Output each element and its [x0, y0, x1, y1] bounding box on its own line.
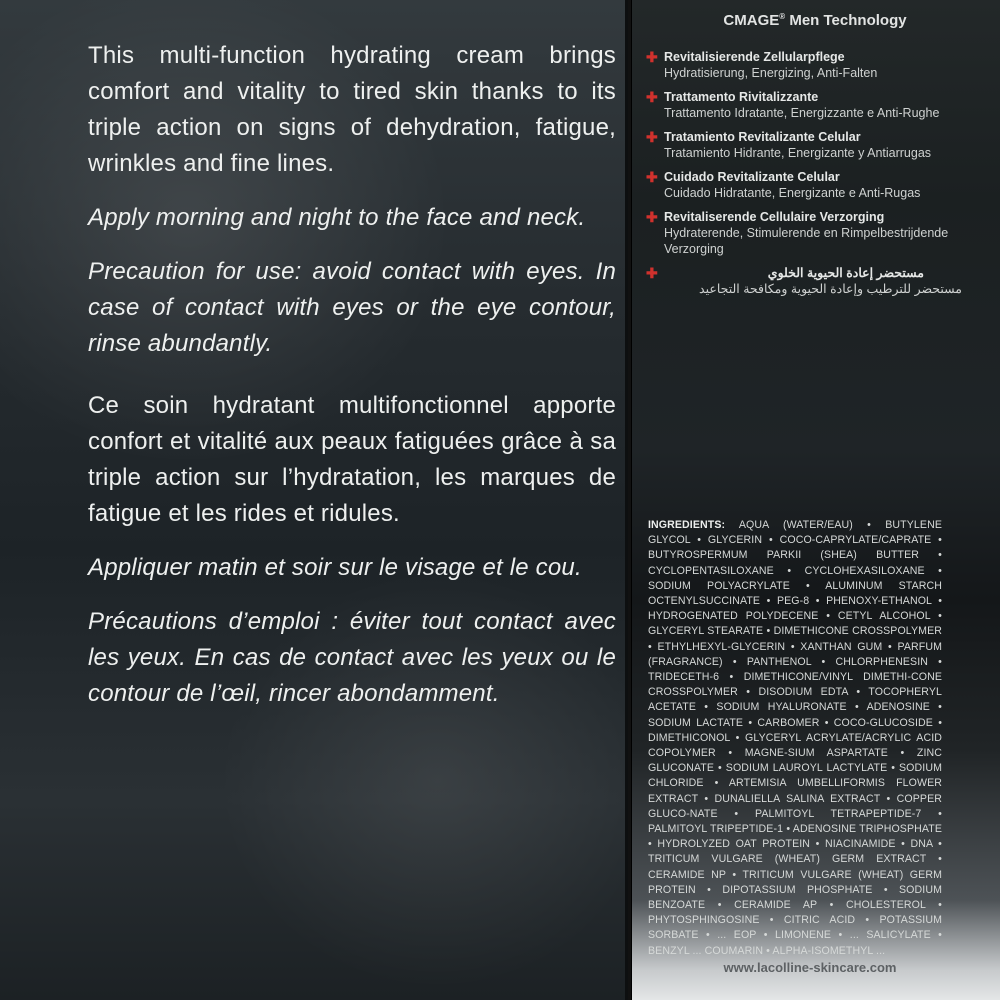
- en-description: This multi-function hydrating cream brings comfort and vitality to tired skin thanks to its triple action on signs of dehydration, fatigue, wrinkles and fine lines.: [88, 42, 616, 177]
- lang-item-sub: Hydraterende, Stimulerende en Rimpelbestrijdende Verzorging: [664, 226, 949, 256]
- ingredients-text: AQUA (WATER/EAU) • BUTYLENE GLYCOL • GLYCERIN • COCO-CAPRYLATE/CAPRATE • BUTYROSPERMUM PARKII (SHEA) BUTTER • CYCLOPENTASILOXANE • CYCLOHEXASILOXANE • SODIUM POLYACRYLATE • ALUMINUM STARCH OCTENYLSUCCINATE • PEG-8 • PHENOXY-ETHANOL • HYDROGENATED POLYDECENE • CETYL ALCOHOL • GLYCERYL STEARATE • DIMETHICONE CROSSPOLYMER • ETHYLHEXYL-GLYCERIN • XANTHAN GUM • PARFUM (FRAGRANCE) • PANTHENOL • CHLORPHENESIN • TRIDECETH-6 • DIMETHICONE/VINYL DIMETHI-CONE CROSSPOLYMER • DISODIUM EDTA • TOCOPHERYL ACETATE • SODIUM HYALURONATE • ADENOSINE • SODIUM LACTATE • CARBOMER • COCO-GLUCOSIDE • DIMETHICONOL • GLYCERYL ACRYLATE/ACRYLIC ACID COPOLYMER • MAGNE-SIUM ASPARTATE • ZINC GLUCONATE • SODIUM LAUROYL LACTYLATE • SODIUM CHLORIDE • ARTEMISIA UMBELLIFORMIS FLOWER EXTRACT • DUNALIELLA SALINA EXTRACT • COPPER GLUCO-NATE • PALMITOYL TETRAPEPTIDE-7 • PALMITOYL TRIPEPTIDE-1 • ADENOSINE TRIPHOSPHATE • HYDROLYZED OAT PROTEIN • NIACINAMIDE • DNA • TRITICUM VULGARE (WHEAT) GERM EXTRACT • CERAMIDE NP • TRITICUM VULGARE (WHEAT) GERM PROTEIN • DIPOTASSIUM PHOSPHATE • SODIUM BENZOATE • CERAMIDE AP • CHOLESTEROL • PHYTOSPHINGOSINE • CITRIC ACID • POTASSIUM SORBATE • ... EOP • LIMONENE • ... SALICYLATE • BENZYL ... COUMARIN • ALPHA-ISOMETHYL ...: [648, 519, 942, 957]
- fr-precaution: Précautions d’emploi : éviter tout contact avec les yeux. En cas de contact avec les yeux ou le contour de l’œil, rincer abondamment.: [88, 608, 616, 707]
- fr-usage: Appliquer matin et soir sur le visage et le cou.: [88, 554, 582, 581]
- lang-item-sub: Trattamento Idratante, Energizzante e Anti-Rughe: [664, 106, 940, 120]
- website-url: www.lacolline-skincare.com: [723, 960, 897, 975]
- lang-item-title: Trattamento Rivitalizzante: [664, 90, 819, 104]
- lang-item-sub: مستحضر للترطيب وإعادة الحيوية ومكافحة التجاعيد: [699, 282, 962, 296]
- lang-item-nl: [646, 209, 984, 257]
- lang-item-title: Revitaliserende Cellulaire Verzorging: [664, 210, 885, 224]
- cross-icon: ✚: [646, 49, 658, 65]
- brand-suffix: Men Technology: [789, 12, 907, 29]
- cross-icon: ✚: [646, 129, 658, 145]
- registered-mark: ®: [779, 12, 786, 21]
- cross-icon: ✚: [646, 209, 658, 225]
- cross-icon: ✚: [646, 89, 658, 105]
- lang-item-es: [646, 129, 984, 161]
- lang-item-sub: Tratamiento Hidrante, Energizante y Antiarrugas: [664, 146, 932, 160]
- lang-item-sub: Hydratisierung, Energizing, Anti-Falten: [664, 66, 878, 80]
- lang-item-title: Revitalisierende Zellularpflege: [664, 50, 845, 64]
- lang-item-title: مستحضر إعادة الحيوية الخلوي: [767, 266, 924, 280]
- brand-name: CMAGE: [723, 12, 780, 29]
- lang-item-de: [646, 49, 984, 81]
- lang-item-title: Tratamiento Revitalizante Celular: [664, 130, 861, 144]
- ingredients-label: INGREDIENTS:: [648, 519, 726, 531]
- cross-icon: ✚: [646, 265, 658, 281]
- en-usage: Apply morning and night to the face and neck.: [88, 204, 586, 231]
- ingredients-list: [648, 518, 942, 959]
- lang-item-pt: [646, 169, 984, 201]
- brand-heading: [646, 12, 984, 29]
- lang-item-ar: [646, 265, 984, 297]
- fr-description: Ce soin hydratant multifonctionnel apporte confort et vitalité aux peaux fatiguées grâce à sa triple action sur l’hydratation, les marques de fatigue et les rides et ridules.: [88, 392, 616, 527]
- cross-icon: ✚: [646, 169, 658, 185]
- lang-item-it: [646, 89, 984, 121]
- lang-item-sub: Cuidado Hidratante, Energizante e Anti-Rugas: [664, 186, 921, 200]
- lang-item-title: Cuidado Revitalizante Celular: [664, 170, 840, 184]
- en-precaution: Precaution for use: avoid contact with eyes. In case of contact with eyes or the eye contour, rinse abundantly.: [88, 258, 616, 357]
